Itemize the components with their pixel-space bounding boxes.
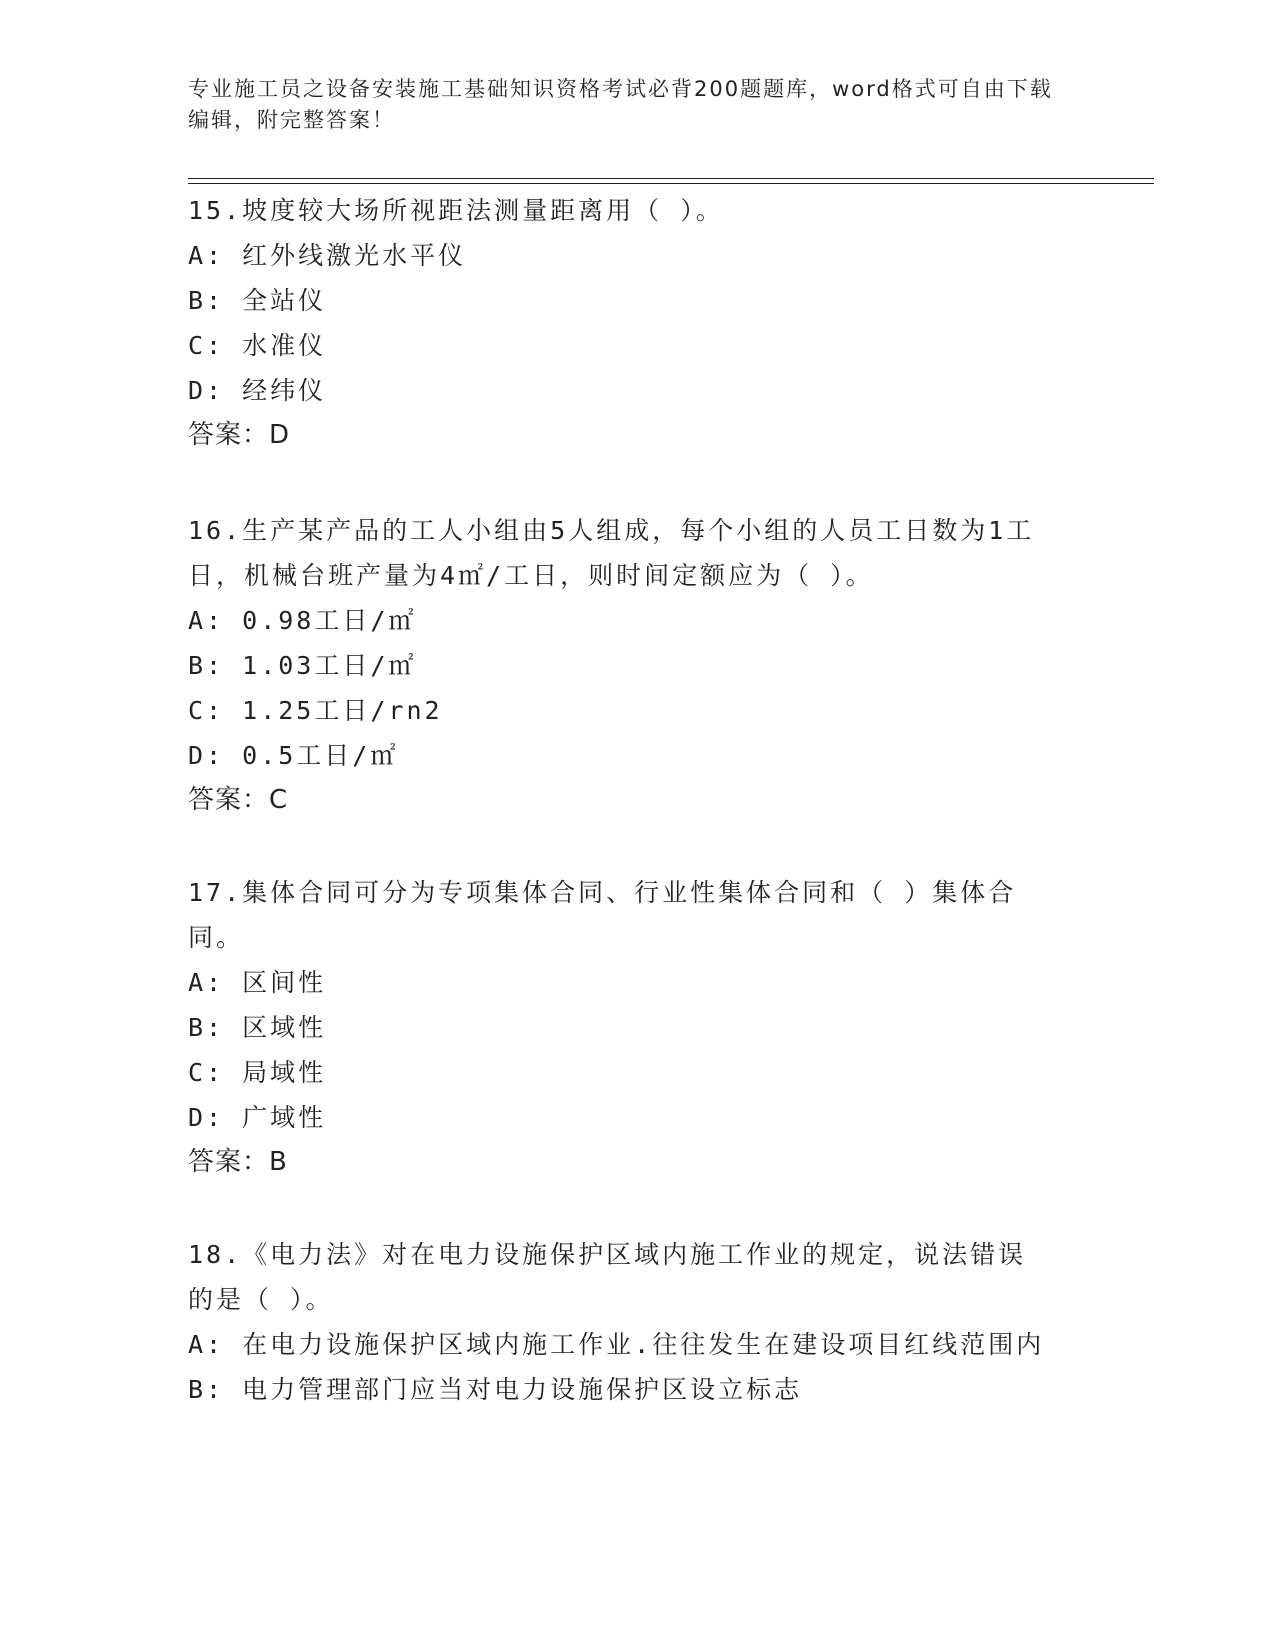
question-16: [188, 508, 1088, 823]
option-a: A: 0.98工日/㎡: [188, 606, 417, 635]
question-stem: 17.集体合同可分为专项集体合同、行业性集体合同和（ ）集体合同。: [188, 878, 1017, 952]
option-d: D: 广域性: [188, 1103, 327, 1132]
question-15: [188, 188, 1088, 458]
question-stem: 18.《电力法》对在电力设施保护区域内施工作业的规定，说法错误的是（ ）。: [188, 1240, 1027, 1314]
option-d: D: 经纬仪: [188, 376, 327, 405]
option-c: C: 局域性: [188, 1058, 327, 1087]
option-d: D: 0.5工日/㎡: [188, 741, 399, 770]
option-a: A: 区间性: [188, 968, 327, 997]
option-c: C: 1.25工日/rn2: [188, 696, 443, 725]
question-18: [188, 1232, 1088, 1412]
answer: 答案：D: [188, 420, 291, 450]
option-b: B: 电力管理部门应当对电力设施保护区设立标志: [188, 1375, 803, 1404]
header-divider-bottom: [188, 183, 1154, 184]
question-stem: 16.生产某产品的工人小组由5人组成，每个小组的人员工日数为1工日，机械台班产量为4㎡/工日，则时间定额应为（ ）。: [188, 516, 1035, 590]
question-stem: 15.坡度较大场所视距法测量距离用（ ）。: [188, 196, 724, 225]
header-divider-top: [188, 178, 1154, 179]
option-c: C: 水准仪: [188, 331, 327, 360]
option-b: B: 区域性: [188, 1013, 327, 1042]
question-17: [188, 870, 1088, 1185]
option-b: B: 1.03工日/㎡: [188, 651, 417, 680]
option-a: A: 在电力设施保护区域内施工作业.往往发生在建设项目红线范围内: [188, 1330, 1045, 1359]
option-b: B: 全站仪: [188, 286, 327, 315]
document-header: 专业施工员之设备安装施工基础知识资格考试必背200题题库，word格式可自由下载编辑，附完整答案！: [188, 77, 1053, 132]
answer: 答案：B: [188, 1147, 288, 1177]
answer: 答案：C: [188, 785, 289, 815]
option-a: A: 红外线激光水平仪: [188, 241, 467, 270]
